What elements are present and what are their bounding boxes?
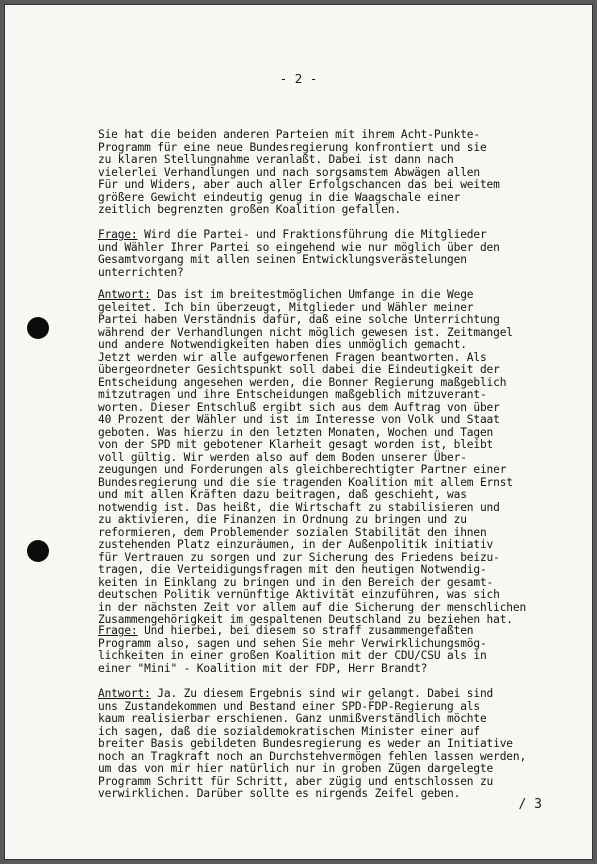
line-text: einer "Mini" - Koalition mit der FDP, Herr Brandt? bbox=[98, 661, 428, 675]
line-text: zeitlich begrenzten großen Koalition gefallen. bbox=[98, 203, 401, 216]
line-text: zustehenden Platz einzuräumen, in der Außenpolitik initiativ bbox=[98, 538, 494, 551]
line-text: und Wähler Ihrer Partei so eingehend wie nur möglich über den bbox=[98, 240, 500, 254]
line-text: reformieren, dem Problemender sozialen Stabilität den ihnen bbox=[98, 525, 487, 539]
line-text: ich sagen, daß die sozialdemokratischen Minister einer auf bbox=[98, 724, 480, 738]
line-text: um das von mir hier natürlich nur in groben Zügen dargelegte bbox=[98, 762, 494, 775]
line-text: tragen, die Verteidigungsfragen mit den heutigen Notwendig- bbox=[98, 563, 487, 576]
line-text: Gesamtvorgang mit allen seinen Entwicklungsverästelungen bbox=[98, 253, 467, 266]
line-text: voll gültig. Wir werden also auf dem Boden unserer Über- bbox=[98, 450, 467, 464]
punch-hole-top bbox=[27, 317, 49, 339]
line-text: Partei haben Verständnis dafür, daß eine solche Unterrichtung bbox=[98, 313, 500, 326]
speaker-label: Antwort: bbox=[98, 687, 151, 700]
line-text: Programm für eine neue Bundesregierung konfrontiert und sie bbox=[98, 140, 487, 154]
text-line bbox=[98, 788, 558, 801]
line-text: geboten. Was hierzu in den letzten Monaten, Wochen und Tagen bbox=[98, 425, 494, 439]
line-text: kaum realisierbar erschienen. Ganz unmißverständlich möchte bbox=[98, 712, 487, 725]
line-text: und andere Notwendigkeiten haben dies unmöglich gemacht. bbox=[98, 338, 467, 351]
line-text: Programm also, sagen und sehen Sie mehr Verwirklichungsmög- bbox=[98, 636, 487, 650]
speaker-label: Frage: bbox=[98, 624, 138, 637]
paragraph-answer-2 bbox=[98, 688, 558, 801]
line-text: breiter Basis gebildeten Bundesregierung es weder an Initiative bbox=[98, 737, 513, 750]
line-text: Ja. Zu diesem Ergebnis sind wir gelangt. Dabei sind bbox=[150, 687, 494, 700]
line-text: Bundesregierung und die sie tragenden Koalition mit allem Ernst bbox=[98, 475, 513, 489]
line-text: während der Verhandlungen nicht möglich gewesen ist. Zeitmangel bbox=[98, 325, 513, 339]
line-text: worten. Dieser Entschluß ergibt sich aus dem Auftrag von über bbox=[98, 400, 500, 414]
line-text: noch an Tragkraft noch an Durchstehvermögen fehlen lassen werden, bbox=[98, 749, 527, 763]
text-line bbox=[98, 204, 558, 217]
line-text: zu aktivieren, die Finanzen in Ordnung zu bringen und zu bbox=[98, 513, 467, 526]
paragraph-question-2 bbox=[98, 625, 558, 675]
line-text: uns Zustandekommen und Bestand einer SPD-FDP-Regierung als bbox=[98, 699, 480, 713]
line-text: unterrichten? bbox=[98, 265, 184, 279]
text-line bbox=[98, 267, 558, 280]
line-text: Entscheidung angesehen werden, die Bonner Regierung maßgeblich bbox=[98, 375, 507, 389]
line-text: größere Gewicht eindeutig genug in die Waagschale einer bbox=[98, 190, 461, 204]
line-text: Das ist im breitestmöglichen Umfange in die Wege bbox=[150, 288, 474, 301]
line-text: mitzutragen und ihre Entscheidungen maßgeblich mitzuverant- bbox=[98, 388, 487, 401]
line-text: vielerlei Verhandlungen und nach sorgsamstem Abwägen allen bbox=[98, 165, 480, 179]
paragraph-question-1 bbox=[98, 229, 558, 279]
text-line bbox=[98, 663, 558, 676]
speaker-label: Frage: bbox=[98, 228, 138, 241]
line-text: verwirklichen. Darüber sollte es nirgends Zeifel geben. bbox=[98, 787, 461, 800]
line-text: lichkeiten in einer großen Koalition mit der CDU/CSU als in bbox=[98, 649, 487, 662]
line-text: in der nächsten Zeit vor allem auf die Sicherung der menschlichen bbox=[98, 600, 527, 614]
line-text: zu klaren Stellungnahme veranlaßt. Dabei ist dann nach bbox=[98, 153, 454, 166]
line-text: und mit allen Kräften dazu beitragen, daß geschieht, was bbox=[98, 488, 467, 501]
line-text: übergeordneter Gesichtspunkt soll dabei die Eindeutigkeit der bbox=[98, 363, 500, 376]
line-text: von der SPD mit gebotener Klarheit gesagt worden ist, bleibt bbox=[98, 438, 494, 451]
line-text: keiten in Einklang zu bringen und in den Bereich der gesamt- bbox=[98, 575, 494, 589]
paragraph-intro bbox=[98, 129, 558, 217]
line-text: Sie hat die beiden anderen Parteien mit ihrem Acht-Punkte- bbox=[98, 128, 480, 141]
continuation-mark: / 3 bbox=[518, 797, 542, 812]
line-text: notwendig ist. Das heißt, die Wirtschaft zu stabilisieren und bbox=[98, 500, 500, 514]
line-text: deutschen Politik vernünftige Aktivität einzuführen, was sich bbox=[98, 588, 500, 601]
punch-hole-bottom bbox=[27, 540, 49, 562]
line-text: Jetzt werden wir alle aufgeworfenen Fragen beantworten. Als bbox=[98, 350, 487, 364]
line-text: Und hierbei, bei diesem so straff zusammengefaßten bbox=[137, 624, 474, 637]
line-text: Wird die Partei- und Fraktionsführung die Mitglieder bbox=[137, 228, 487, 241]
document-page bbox=[5, 5, 592, 859]
line-text: für Vertrauen zu sorgen und zur Sicherung des Friedens beizu- bbox=[98, 550, 500, 564]
line-text: Zusammengehörigkeit im gespaltenen Deutschland zu beziehen hat. bbox=[98, 613, 513, 626]
line-text: 40 Prozent der Wähler und ist im Interesse von Volk und Staat bbox=[98, 413, 500, 426]
line-text: geleitet. Ich bin überzeugt, Mitglieder und Wähler meiner bbox=[98, 300, 474, 314]
line-text: Programm Schritt für Schritt, aber zügig und entschlossen zu bbox=[98, 774, 494, 788]
speaker-label: Antwort: bbox=[98, 288, 151, 301]
line-text: zeugungen und Forderungen als gleichberechtigter Partner einer bbox=[98, 463, 507, 476]
page-number: - 2 - bbox=[279, 71, 318, 86]
line-text: Für und Widers, aber auch aller Erfolgschancen das bei weitem bbox=[98, 178, 500, 191]
paragraph-answer-1 bbox=[98, 289, 558, 627]
